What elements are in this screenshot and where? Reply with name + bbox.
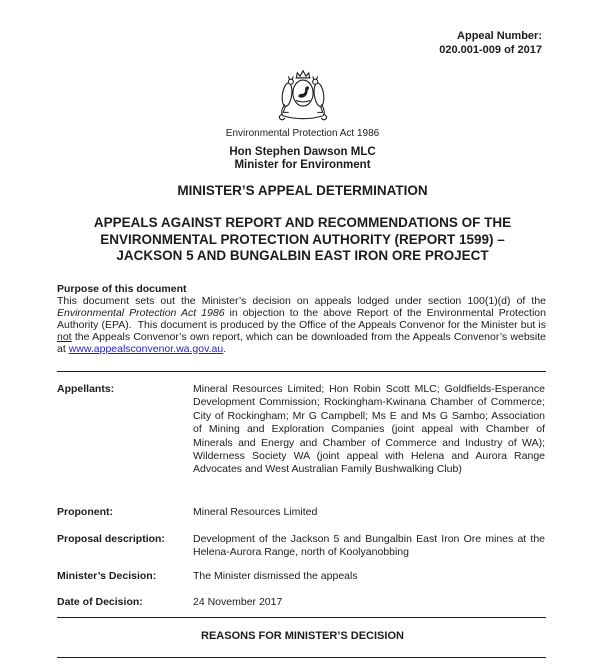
appeals-heading	[0, 215, 605, 265]
appeals-heading-line: APPEALS AGAINST REPORT AND RECOMMENDATIONS OF THE	[93, 215, 512, 230]
horizontal-rule	[57, 371, 546, 372]
reasons-heading: REASONS FOR MINISTER’S DECISION	[201, 630, 404, 642]
detail-value: Mineral Resources Limited; Hon Robin Scott MLC; Goldfields-Esperance Development Commission; Rockingham-Kwinana Chamber of Commerce; City of Rockingham; Mr G Campbell; Ms E and Ms G Sambo; Association of Mining and Exploration Companies (joint appeal with Chamber of Minerals and Energy and Chamber of Commerce and Industry of WA); Wilderness Society WA (joint appeal with Helena and Aurora Range Advocates and West Australian Family Bushwalking Club)	[193, 383, 545, 476]
purpose-segment: .	[223, 342, 227, 355]
detail-label: Minister’s Decision:	[57, 570, 157, 582]
purpose-segment: This document sets out the Minister’s decision on appeals lodged under section 100(1)(d) of the	[57, 294, 546, 307]
minister-block	[0, 146, 605, 172]
detail-row-proponent	[57, 506, 546, 519]
appeal-number-value: 020.001-009 of 2017	[439, 43, 542, 56]
detail-label: Date of Decision:	[57, 596, 143, 608]
appeals-heading-line: JACKSON 5 AND BUNGALBIN EAST IRON ORE PROJECT	[116, 248, 489, 263]
wa-coat-of-arms-icon	[261, 67, 345, 130]
minister-title: Minister for Environment	[234, 159, 371, 171]
detail-row-date-of-decision	[57, 596, 546, 609]
act-caption: Environmental Protection Act 1986	[225, 128, 380, 139]
not-underlined: not	[57, 330, 72, 343]
detail-value: The Minister dismissed the appeals	[193, 570, 358, 582]
detail-label: Proponent:	[57, 506, 113, 518]
purpose-heading: Purpose of this document	[57, 283, 187, 295]
detail-label: Appellants:	[57, 383, 115, 395]
purpose-section	[57, 284, 546, 355]
purpose-segment: in objection to the above Report of the Environmental Protection Authority (EPA). This document is produced by the Office of the Appeals Convenor for the Minister but is	[57, 306, 546, 331]
purpose-segment: the Appeals Convenor’s own report, which can be downloaded from the Appeals Convenor’s website at	[57, 330, 546, 355]
determination-heading: MINISTER’S APPEAL DETERMINATION	[177, 183, 428, 198]
detail-row-proposal-description	[57, 533, 546, 560]
detail-value: Development of the Jackson 5 and Bungalbin East Iron Ore mines at the Helena-Aurora Range, north of Koolyanobbing	[193, 533, 545, 559]
detail-value: 24 November 2017	[193, 596, 283, 608]
detail-label: Proposal description:	[57, 533, 165, 545]
appeal-number-block	[439, 30, 542, 57]
horizontal-rule	[57, 657, 546, 658]
act-title-italic: Environmental Protection Act 1986	[57, 306, 225, 319]
minister-name: Hon Stephen Dawson MLC	[229, 146, 376, 158]
purpose-paragraph	[57, 296, 546, 356]
appeals-convenor-website-link[interactable]: www.appealsconvenor.wa.gov.au	[68, 342, 224, 355]
crest-container	[0, 67, 605, 130]
appeals-heading-line: ENVIRONMENTAL PROTECTION AUTHORITY (REPORT 1599) –	[100, 231, 505, 247]
detail-row-appellants	[57, 383, 546, 477]
horizontal-rule	[57, 617, 546, 618]
detail-row-ministers-decision	[57, 570, 546, 583]
appeal-number-label: Appeal Number:	[457, 30, 542, 42]
detail-value: Mineral Resources Limited	[193, 506, 318, 518]
